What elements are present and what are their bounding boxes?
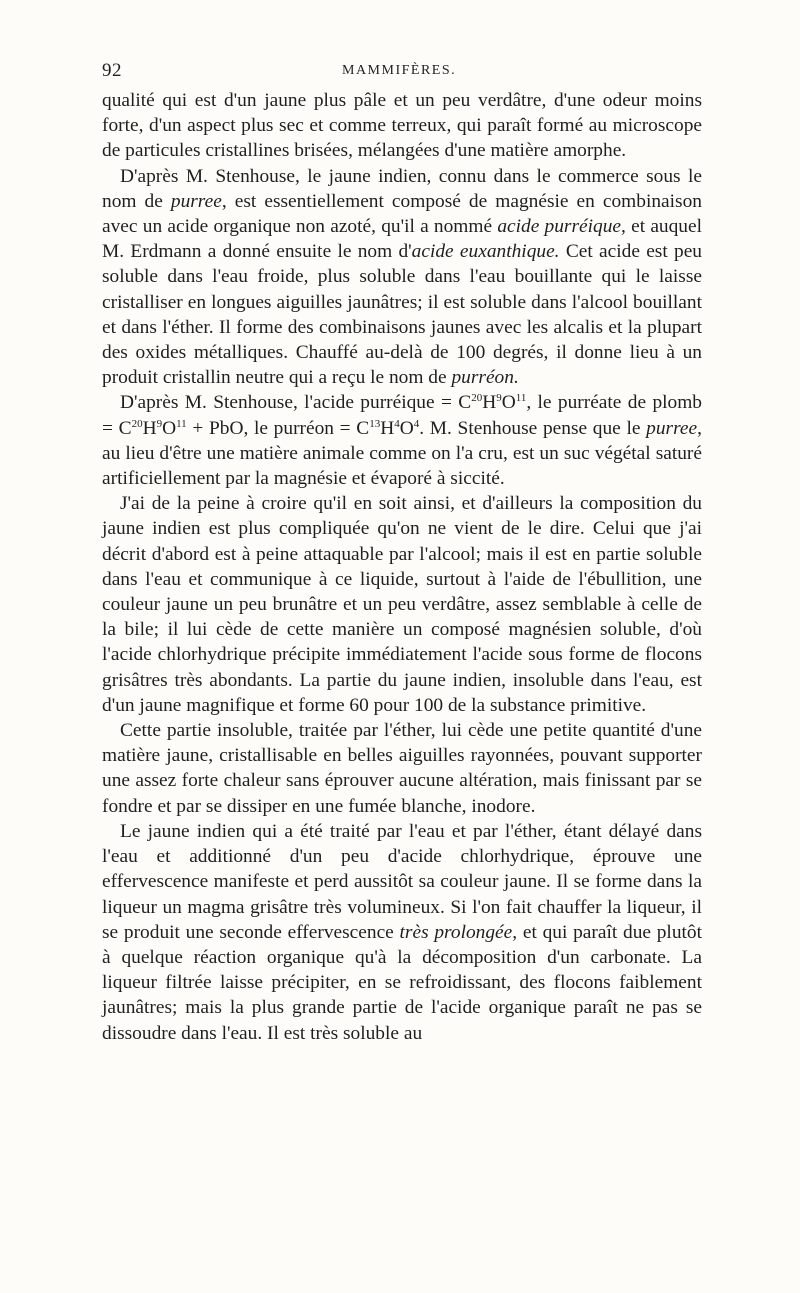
page-header <box>102 58 702 88</box>
italic-term: purree <box>646 417 698 439</box>
paragraph-1: qualité qui est d'un jaune plus pâle et un peu verdâtre, d'une odeur moins forte, d'un aspect plus sec et comme terreux, qui paraît formé au microscope de particules cristallines brisées, mélangées d'une matière amorphe. <box>102 90 702 162</box>
paragraph-2: D'après M. Stenhouse, le jaune indien, connu dans le commerce sous le nom de purree, est essentiellement composé de magnésie en combinaison avec un acide organique non azoté, qu'il a nommé acide purréique, et auquel M. Erdmann a donné ensuite le nom d'acide euxanthique. Cet acide est peu soluble dans l'eau froide, plus soluble dans l'eau bouillante qui le laisse cristalliser en longues aiguilles jaunâtres; il est soluble dans l'alcool bouillant et dans l'éther. Il forme des combinaisons jaunes avec les alcalis et la plupart des oxides métalliques. Chauffé au-delà de 100 degrés, il donne lieu à un produit cristallin neutre qui a reçu le nom de purréon. <box>102 165 703 389</box>
paragraph-3: D'après M. Stenhouse, l'acide purréique = $C^{20}H^9O^{11}$, le purréate de plomb = $C^{20}H^9O^{11}$ + PbO, le purréon = $C^{13}H^4O^4$. M. Stenhouse pense que le purree, au lieu d'être une matière animale comme on l'a cru, est un suc végétal saturé artificiellement par la magnésie et évaporé à siccité. <box>102 392 702 490</box>
italic-term: purréon. <box>451 367 519 389</box>
running-title: MAMMIFÈRES. <box>342 63 457 78</box>
italic-term: très prolongée <box>399 921 513 943</box>
italic-term: purree <box>170 190 222 212</box>
book-page <box>102 58 702 1046</box>
paragraph-5: Cette partie insoluble, traitée par l'éther, lui cède une petite quantité d'une matière jaune, cristallisable en belles aiguilles rayonnées, pouvant supporter une assez forte chaleur sans éprouver aucune altération, mais finissant par se fondre et par se dissiper en une fumée blanche, inodore. <box>102 720 702 817</box>
paragraph-4: J'ai de la peine à croire qu'il en soit ainsi, et d'ailleurs la composition du jaune indien est plus compliquée qu'on ne vient de le dire. Celui que j'ai décrit d'abord est à peine attaquable par l'alcool; mais il est en partie soluble dans l'eau et communique à ce liquide, surtout à l'aide de l'ébullition, une couleur jaune un peu brunâtre et un peu verdâtre, assez semblable à celle de la bile; il lui cède de cette manière un composé magnésien soluble, d'où l'acide chlorhydrique précipite immédiatement l'acide sous forme de flocons grisâtres très abondants. La partie du jaune indien, insoluble dans l'eau, est d'un jaune magnifique et forme 60 pour 100 de la substance primitive. <box>102 493 702 716</box>
body-text <box>102 88 702 1046</box>
italic-term: acide purréique <box>497 216 622 238</box>
paragraph-6: Le jaune indien qui a été traité par l'eau et par l'éther, étant délayé dans l'eau et additionné d'un peu d'acide chlorhydrique, éprouve une effervescence manifeste et perd aussitôt sa couleur jaune. Il se forme dans la liqueur un magma grisâtre très volumineux. Si l'on fait chauffer la liqueur, il se produit une seconde effervescence très prolongée, et qui paraît due plutôt à quelque réaction organique qu'à la décomposition d'un carbonate. La liqueur filtrée laisse précipiter, en se refroidissant, des flocons faiblement jaunâtres; mais la plus grande partie de l'acide organique paraît ne pas se dissoudre dans l'eau. Il est très soluble au <box>102 820 702 1044</box>
italic-term: acide euxanthique. <box>411 241 560 263</box>
page-number: 92 <box>102 60 122 81</box>
